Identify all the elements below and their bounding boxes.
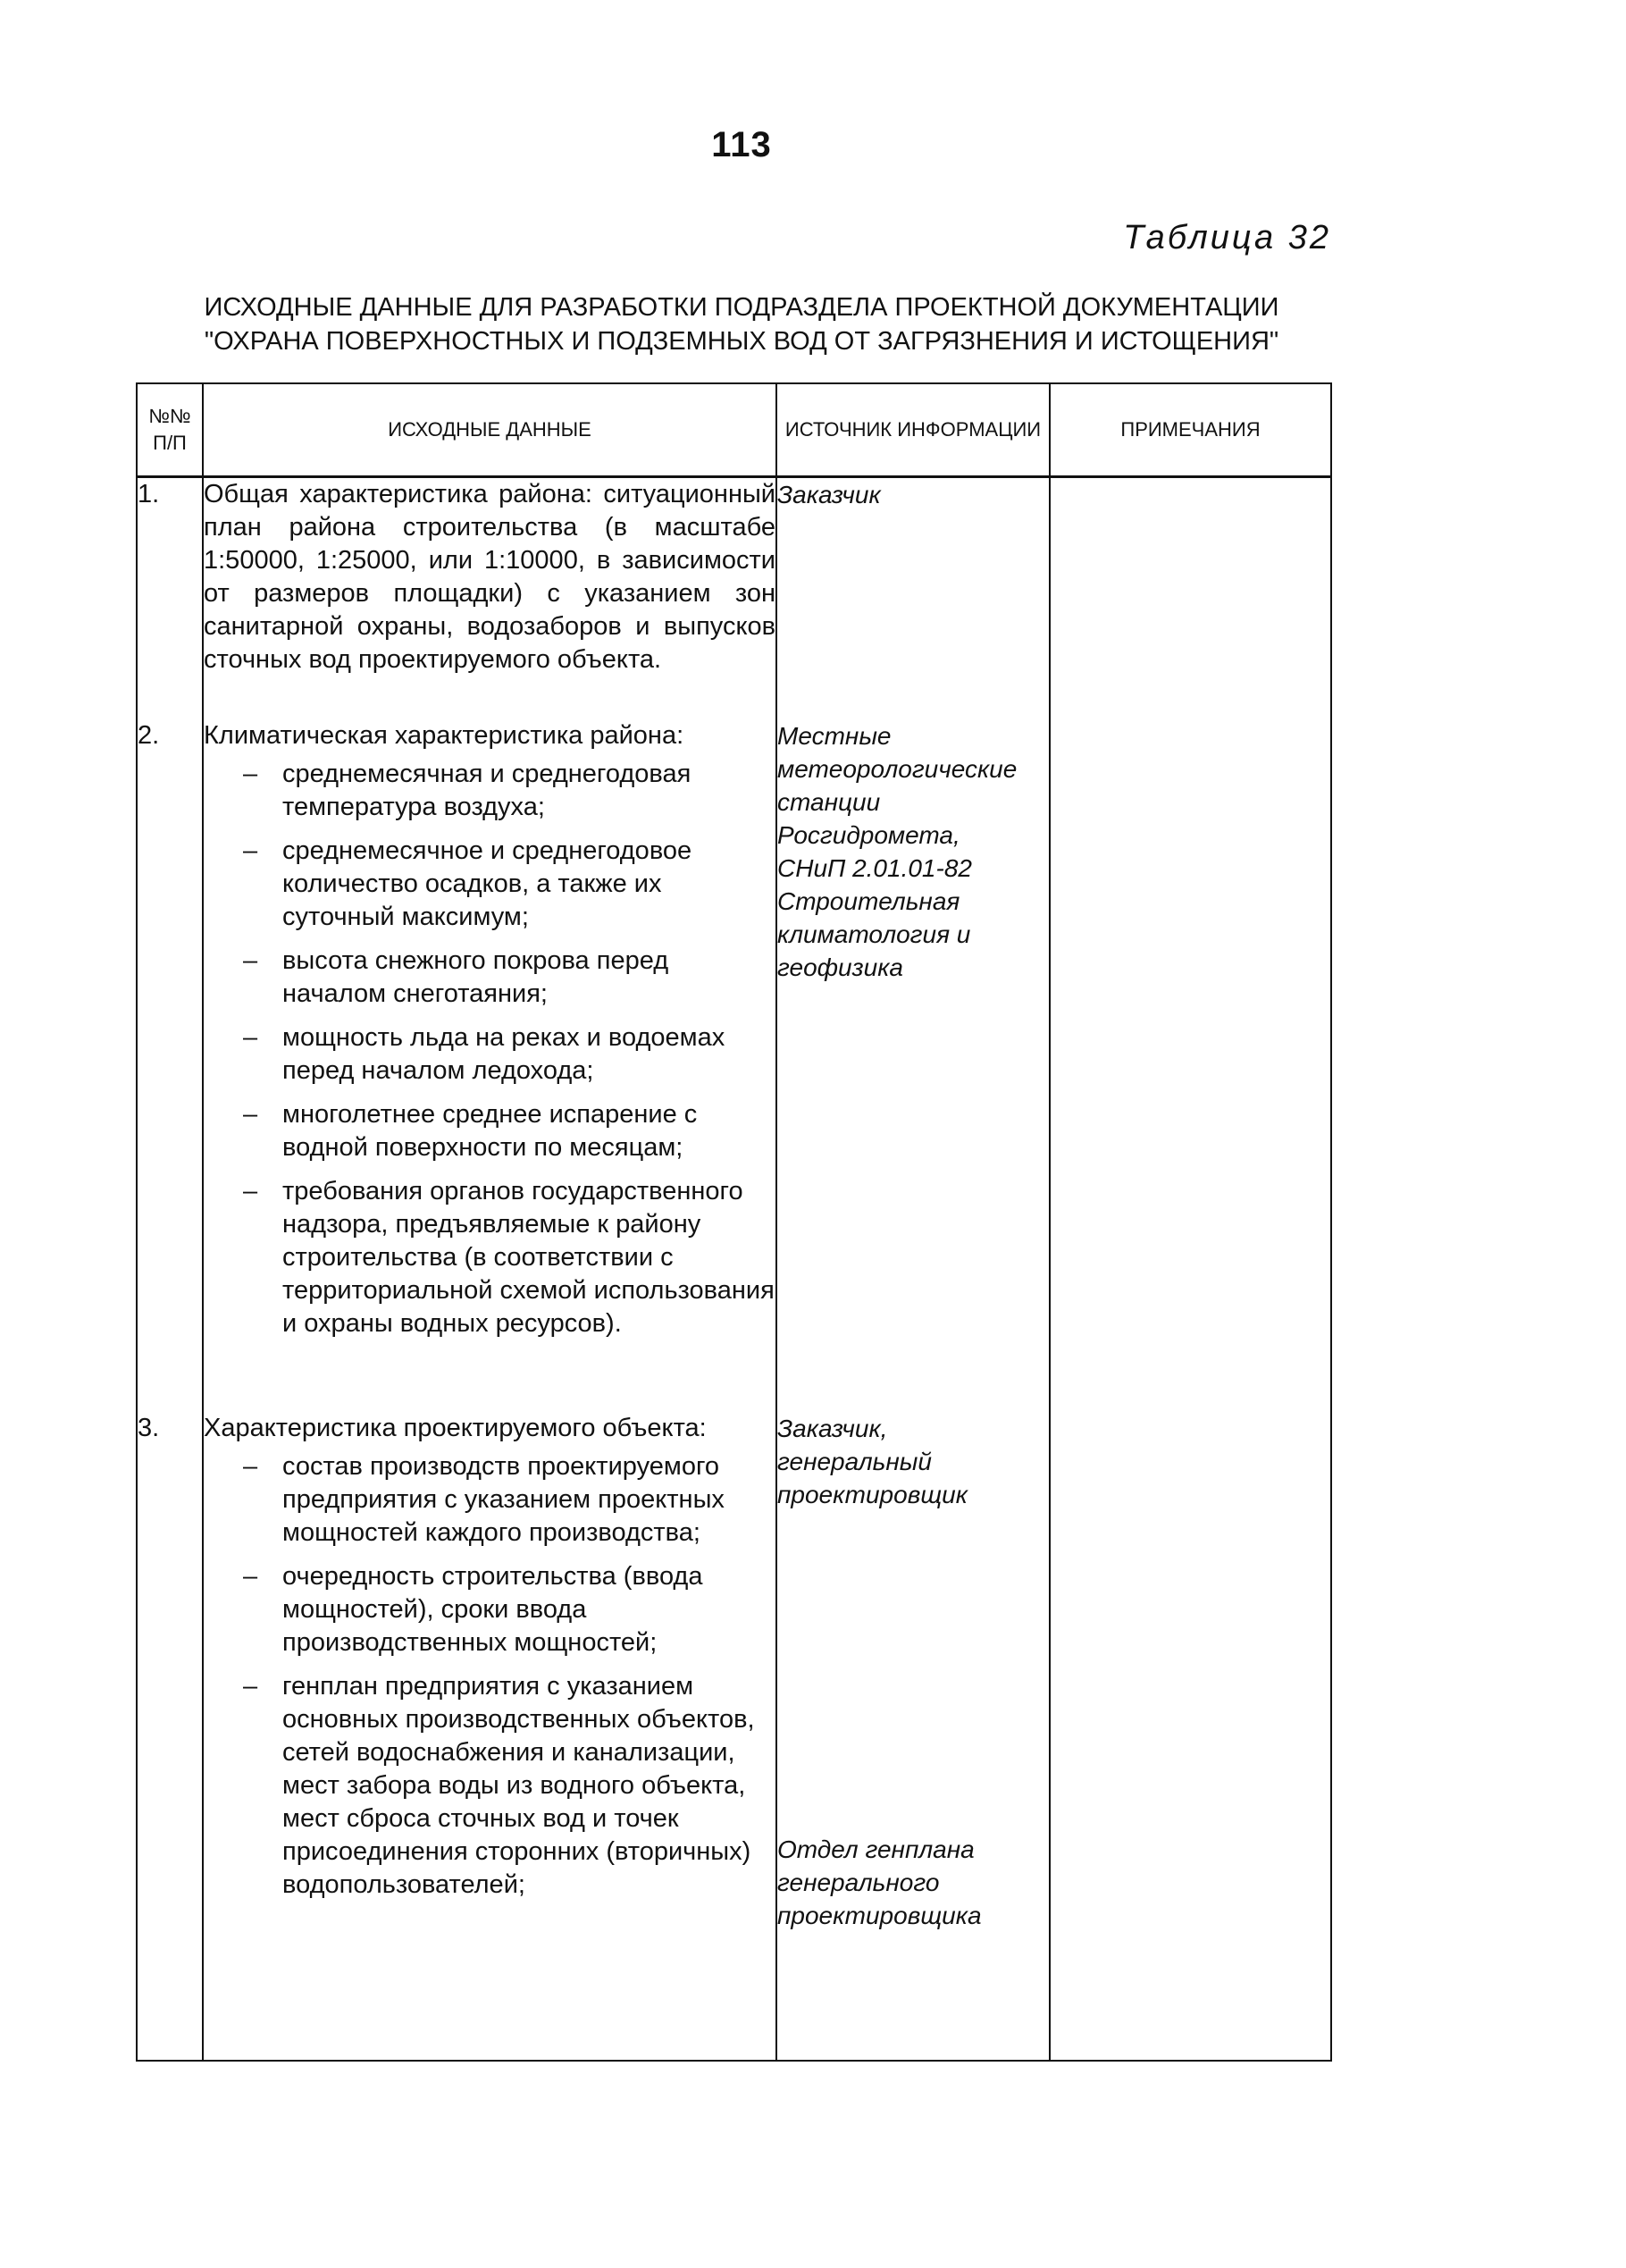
list-item: – очередность строительства (ввода мощностей), сроки ввода производственных мощностей;: [204, 1560, 775, 1659]
header-notes: ПРИМЕЧАНИЯ: [1050, 383, 1331, 477]
row-source: [776, 1412, 1050, 2061]
list-item: – требования органов государственного надзора, предъявляемые к району строительства (в соответствии с территориальной схемой использования и охраны водных ресурсов).: [204, 1175, 775, 1340]
row-notes: [1050, 477, 1331, 720]
row-notes: [1050, 1412, 1331, 2061]
source-text: Местные метеорологические станции Росгидромета, СНиП 2.01.01-82 Строительная климатология и геофизика: [777, 722, 1018, 981]
row-notes: [1050, 719, 1331, 1412]
row-number: 2.: [137, 719, 203, 1412]
table-row: [137, 719, 1331, 1412]
item-list: [204, 758, 775, 1340]
table-row: [137, 1412, 1331, 2061]
source-spacer: [777, 1511, 1049, 1833]
list-item: – мощность льда на реках и водоемах перед началом ледохода;: [204, 1021, 775, 1088]
header-source: ИСТОЧНИК ИНФОРМАЦИИ: [776, 383, 1050, 477]
title-line-1: ИСХОДНЫЕ ДАННЫЕ ДЛЯ РАЗРАБОТКИ ПОДРАЗДЕЛА ПРОЕКТНОЙ ДОКУМЕНТАЦИИ: [204, 293, 1279, 322]
page-number: 113: [711, 125, 772, 164]
row-number: 1.: [137, 477, 203, 720]
table-header-row: [137, 383, 1331, 477]
row-source: [776, 477, 1050, 720]
source-text-secondary: Отдел генплана генерального проектировщика: [777, 1835, 982, 1929]
header-num: №№ П/П: [137, 383, 203, 477]
list-item: – высота снежного покрова перед началом снеготаяния;: [204, 945, 775, 1011]
table-row: [137, 477, 1331, 720]
list-item: – среднемесячная и среднегодовая температура воздуха;: [204, 758, 775, 824]
list-item: – состав производств проектируемого предприятия с указанием проектных мощностей каждого производства;: [204, 1450, 775, 1550]
row-source: [776, 719, 1050, 1412]
source-text: Заказчик, генеральный проектировщик: [777, 1415, 968, 1508]
item-list: [204, 1450, 775, 1902]
source-text: Заказчик: [777, 481, 881, 508]
header-data: ИСХОДНЫЕ ДАННЫЕ: [203, 383, 776, 477]
row-content: [203, 1412, 776, 2061]
row-title: Характеристика проектируемого объекта:: [204, 1414, 707, 1442]
row-text: Общая характеристика района: ситуационный план района строительства (в масштабе 1:50000, 1:25000, или 1:10000, в зависимости от размеров площадки) с указанием зон санитарной охраны, водозаборов и выпусков сточных вод проектируемого объекта.: [203, 477, 776, 720]
row-number: 3.: [137, 1412, 203, 2061]
row-content: [203, 719, 776, 1412]
document-title: [134, 290, 1349, 358]
row-title: Климатическая характеристика района:: [204, 721, 684, 750]
list-item: – среднемесячное и среднегодовое количество осадков, а также их суточный максимум;: [204, 835, 775, 934]
list-item: – многолетнее среднее испарение с водной поверхности по месяцам;: [204, 1098, 775, 1164]
table-label: Таблица 32: [1123, 219, 1331, 256]
list-item: – генплан предприятия с указанием основных производственных объектов, сетей водоснабжения и канализации, мест забора воды из водного объекта, мест сброса сточных вод и точек присоединения сторонних (вторичных) водопользователей;: [204, 1670, 775, 1902]
title-line-2: "ОХРАНА ПОВЕРХНОСТНЫХ И ПОДЗЕМНЫХ ВОД ОТ ЗАГРЯЗНЕНИЯ И ИСТОЩЕНИЯ": [204, 327, 1279, 356]
source-data-table: [136, 382, 1332, 2062]
